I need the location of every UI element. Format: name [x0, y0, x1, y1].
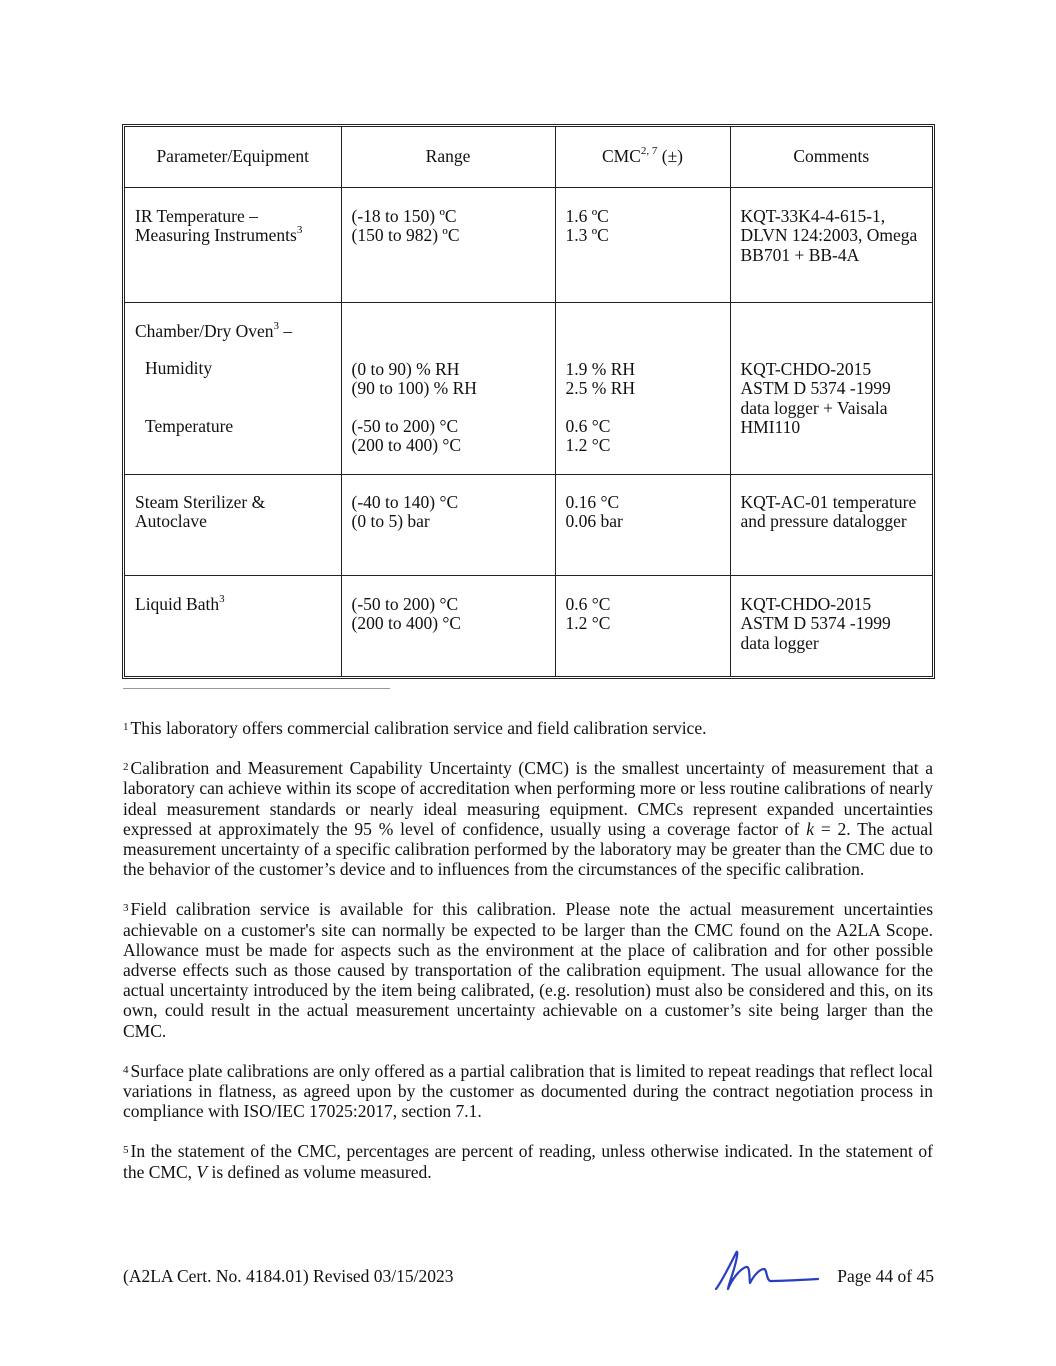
bath-comment: KQT-CHDO-2015 ASTM D 5374 -1999 data logger: [740, 593, 891, 653]
steam-parameter-cell: [125, 474, 341, 575]
footer-cert-revision: (A2LA Cert. No. 4184.01) Revised 03/15/2023: [123, 1266, 454, 1286]
table-row: [125, 474, 932, 575]
footer-page-number: Page 44 of 45: [837, 1266, 934, 1286]
signature-icon: [712, 1245, 820, 1295]
footnote-1: [123, 718, 933, 738]
ir-param-sup: 3: [296, 224, 303, 236]
ir-param-line2-wrap: [135, 226, 331, 246]
bath-param: Liquid Bath: [135, 593, 220, 614]
ir-cmc1: 1.6 ºC: [565, 205, 609, 226]
chamber-param-suffix: –: [279, 320, 293, 341]
header-cmc-label: CMC: [601, 146, 641, 166]
cmc-table: [125, 127, 932, 676]
footnote-2: [123, 758, 933, 879]
ir-param-line2: Measuring Instruments: [135, 225, 297, 245]
footnote-1-number: 1: [123, 721, 129, 733]
footnote-5-v: V: [196, 1161, 208, 1182]
header-comments: Comments: [730, 127, 932, 187]
ir-parameter-cell: [125, 187, 341, 302]
chamber-cmc-h1: 1.9 % RH: [565, 358, 636, 379]
bath-range1: (-50 to 200) °C: [351, 593, 459, 614]
chamber-sub-humidity: Humidity: [145, 358, 213, 378]
ir-comment-cell: [730, 187, 932, 302]
bath-param-wrap: [135, 592, 331, 615]
chamber-range-t2: (200 to 400) °C: [351, 435, 462, 455]
steam-range2: (0 to 5) bar: [351, 511, 430, 531]
steam-cmc1: 0.16 °C: [565, 491, 620, 512]
footnote-3: [123, 899, 933, 1040]
bath-comment-cell: [730, 575, 932, 676]
steam-param-line1: Steam Sterilizer &: [135, 491, 266, 512]
footnote-1-text: This laboratory offers commercial calibration service and field calibration service.: [130, 718, 707, 738]
ir-comment: KQT-33K4-4-615-1, DLVN 124:2003, Omega BB701 + BB-4A: [740, 205, 918, 265]
ir-param-line1: IR Temperature –: [135, 205, 258, 226]
table-row: [125, 187, 932, 302]
ir-range2: (150 to 982) ºC: [351, 225, 460, 245]
footnote-2-number: 2: [123, 761, 129, 774]
chamber-parameter-cell: [125, 302, 341, 474]
header-cmc: [555, 127, 730, 187]
header-cmc-suffix: (±): [657, 146, 684, 166]
steam-comment: KQT-AC-01 temperature and pressure datalogger: [740, 491, 917, 531]
steam-comment-cell: [730, 474, 932, 575]
header-cmc-sup: 2, 7: [640, 145, 658, 157]
bath-range-cell: [341, 575, 555, 676]
cmc-table-frame: [122, 124, 935, 679]
chamber-cmc-t2: 1.2 °C: [565, 435, 611, 455]
chamber-cmc-t1: 0.6 °C: [565, 415, 611, 436]
chamber-cmc-h2: 2.5 % RH: [565, 378, 636, 398]
chamber-range-cell: [341, 302, 555, 474]
steam-range-cell: [341, 474, 555, 575]
ir-cmc2: 1.3 ºC: [565, 225, 609, 245]
ir-range1: (-18 to 150) ºC: [351, 205, 457, 226]
chamber-range-h1: (0 to 90) % RH: [351, 358, 460, 379]
ir-range-cell: [341, 187, 555, 302]
chamber-param: Chamber/Dry Oven: [135, 320, 274, 341]
steam-cmc2: 0.06 bar: [565, 511, 623, 531]
chamber-range-h2: (90 to 100) % RH: [351, 378, 477, 398]
steam-range1: (-40 to 140) °C: [351, 491, 459, 512]
footnote-5-text-b: is defined as volume measured.: [207, 1161, 432, 1182]
footnote-5-number: 5: [123, 1144, 129, 1157]
table-row: [125, 575, 932, 676]
chamber-param-sup: 3: [273, 319, 280, 332]
bath-cmc1: 0.6 °C: [565, 593, 611, 614]
bath-cmc2: 1.2 °C: [565, 613, 611, 633]
bath-cmc-cell: [555, 575, 730, 676]
footnote-2-text-a: Calibration and Measurement Capability Uncertainty (CMC) is the smallest uncertainty of measurement that a laboratory can achieve within its scope of accreditation when performing more or less routine calibrations of nearly ideal measurement standards or nearly ideal measuring equipment. CMCs represent expanded uncertainties expressed at approximately the 95 % level of confidence, usually using a coverage factor of: [123, 758, 933, 839]
header-parameter: Parameter/Equipment: [125, 127, 341, 187]
table-row: [125, 302, 932, 474]
chamber-comment: KQT-CHDO-2015 ASTM D 5374 -1999 data logger + Vaisala HMI110: [740, 358, 891, 437]
chamber-cmc-cell: [555, 302, 730, 474]
chamber-range-t1: (-50 to 200) °C: [351, 415, 459, 436]
footnote-2-text-b: = 2. The actual measurement uncertainty of a specific calibration performed by the laboratory may be greater than the CMC due to the behavior of the customer’s device and to influences from the circumstances of the specific calibration.: [123, 818, 933, 880]
footnotes: [123, 718, 933, 1202]
steam-param-line2: Autoclave: [135, 511, 207, 531]
header-range: Range: [341, 127, 555, 187]
footnote-4: [123, 1061, 933, 1122]
table-header-row: [125, 127, 932, 187]
chamber-param-wrap: [135, 319, 331, 342]
footnote-2-k: k: [806, 818, 814, 839]
bath-param-sup: 3: [219, 592, 225, 605]
chamber-sub-temperature: Temperature: [145, 415, 234, 436]
footnote-5-text-a: In the statement of the CMC, percentages are percent of reading, unless otherwise indicated. In the statement of the CMC,: [123, 1141, 933, 1182]
footnote-separator: [123, 688, 390, 689]
footnote-3-number: 3: [123, 902, 129, 915]
footnote-3-text: Field calibration service is available for this calibration. Please note the actual measurement uncertainties achievable on a customer's site can normally be expected to be larger than the CMC found on the A2LA Scope. Allowance must be made for aspects such as the environment at the place of calibration and for other possible adverse effects such as those caused by transportation of the calibration equipment. The usual allowance for the actual uncertainty introduced by the item being calibrated, (e.g. resolution) must also be considered and this, on its own, could result in the actual measurement uncertainty achievable on a customer’s site being larger than the CMC.: [123, 899, 933, 1041]
ir-cmc-cell: [555, 187, 730, 302]
bath-parameter-cell: [125, 575, 341, 676]
chamber-comment-cell: [730, 302, 932, 474]
steam-cmc-cell: [555, 474, 730, 575]
bath-range2: (200 to 400) °C: [351, 613, 462, 633]
footnote-5: [123, 1141, 933, 1181]
footnote-4-text: Surface plate calibrations are only offered as a partial calibration that is limited to repeat readings that reflect local variations in flatness, as agreed upon by the customer as documented during the contract negotiation process in compliance with ISO/IEC 17025:2017, section 7.1.: [123, 1060, 933, 1122]
footnote-4-number: 4: [123, 1063, 129, 1076]
